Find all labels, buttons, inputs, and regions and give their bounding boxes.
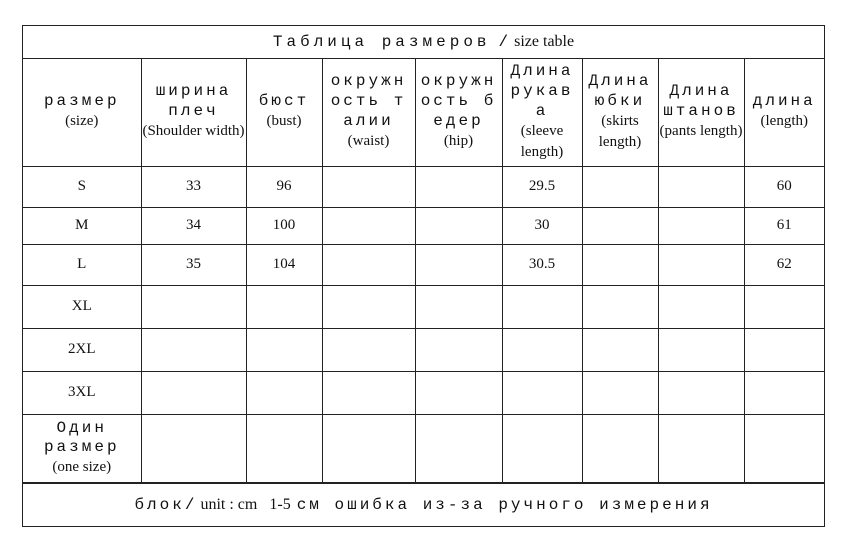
cell-length: 61 [744,207,824,244]
error-range: 1-5 [269,496,291,513]
cell-hip [415,285,502,328]
cell-sleeve [502,328,582,371]
cell-pants [658,207,744,244]
unit-separator: / [184,496,195,514]
cell-size: 2XL [23,328,141,371]
cell-length [744,285,824,328]
cell-sleeve [502,414,582,482]
size-chart [22,25,825,527]
header-waist: окружность талии (waist) [322,58,415,166]
header-pants: Длина штанов (pants length) [658,58,744,166]
cell-waist [322,207,415,244]
cell-one-size: Один размер (one size) [23,414,141,482]
header-row [23,58,824,166]
header-shoulder: ширина плеч (Shoulder width) [141,58,246,166]
cell-length [744,328,824,371]
cell-bust: 96 [246,166,322,207]
unit-ru: блок [134,496,185,514]
cell-skirt [582,371,658,414]
cell-skirt [582,414,658,482]
cell-bust [246,414,322,482]
cell-skirt [582,207,658,244]
cell-waist [322,371,415,414]
size-table [23,58,824,483]
cell-size: L [23,244,141,285]
cell-hip [415,207,502,244]
title-separator: / [498,33,509,51]
table-row [23,166,824,207]
cell-pants [658,285,744,328]
cell-sleeve: 30 [502,207,582,244]
cell-shoulder: 33 [141,166,246,207]
cell-hip [415,414,502,482]
cell-skirt [582,244,658,285]
cell-waist [322,166,415,207]
cell-hip [415,244,502,285]
table-row [23,244,824,285]
cell-size: 3XL [23,371,141,414]
cell-waist [322,244,415,285]
error-note: см ошибка из-за ручного измерения [296,496,713,514]
header-skirt: Длина юбки (skirts length) [582,58,658,166]
unit-en: unit : cm [200,496,258,513]
cell-sleeve [502,285,582,328]
cell-bust [246,328,322,371]
cell-skirt [582,328,658,371]
header-size: размер (size) [23,58,141,166]
cell-length: 62 [744,244,824,285]
cell-pants [658,371,744,414]
title-en: size table [514,33,575,50]
cell-shoulder [141,285,246,328]
cell-hip [415,371,502,414]
unit-note [23,483,824,526]
header-bust: бюст (bust) [246,58,322,166]
cell-waist [322,414,415,482]
cell-pants [658,328,744,371]
cell-bust: 104 [246,244,322,285]
cell-hip [415,166,502,207]
cell-skirt [582,285,658,328]
header-sleeve: Длина рукава (sleeve length) [502,58,582,166]
cell-size: M [23,207,141,244]
table-title [23,26,824,59]
cell-bust: 100 [246,207,322,244]
cell-shoulder: 34 [141,207,246,244]
cell-sleeve [502,371,582,414]
cell-pants [658,244,744,285]
cell-pants [658,414,744,482]
cell-bust [246,285,322,328]
cell-sleeve: 30.5 [502,244,582,285]
cell-skirt [582,166,658,207]
table-row [23,207,824,244]
cell-shoulder: 35 [141,244,246,285]
cell-waist [322,285,415,328]
cell-size: XL [23,285,141,328]
table-row [23,328,824,371]
header-length: длина (length) [744,58,824,166]
cell-sleeve: 29.5 [502,166,582,207]
table-row-one-size [23,414,824,482]
title-ru: Таблица размеров [272,33,491,51]
cell-waist [322,328,415,371]
cell-pants [658,166,744,207]
cell-shoulder [141,328,246,371]
cell-shoulder [141,371,246,414]
cell-hip [415,328,502,371]
table-row [23,285,824,328]
header-hip: окружность бедер (hip) [415,58,502,166]
cell-bust [246,371,322,414]
cell-shoulder [141,414,246,482]
cell-size: S [23,166,141,207]
table-row [23,371,824,414]
cell-length: 60 [744,166,824,207]
cell-length [744,371,824,414]
cell-length [744,414,824,482]
